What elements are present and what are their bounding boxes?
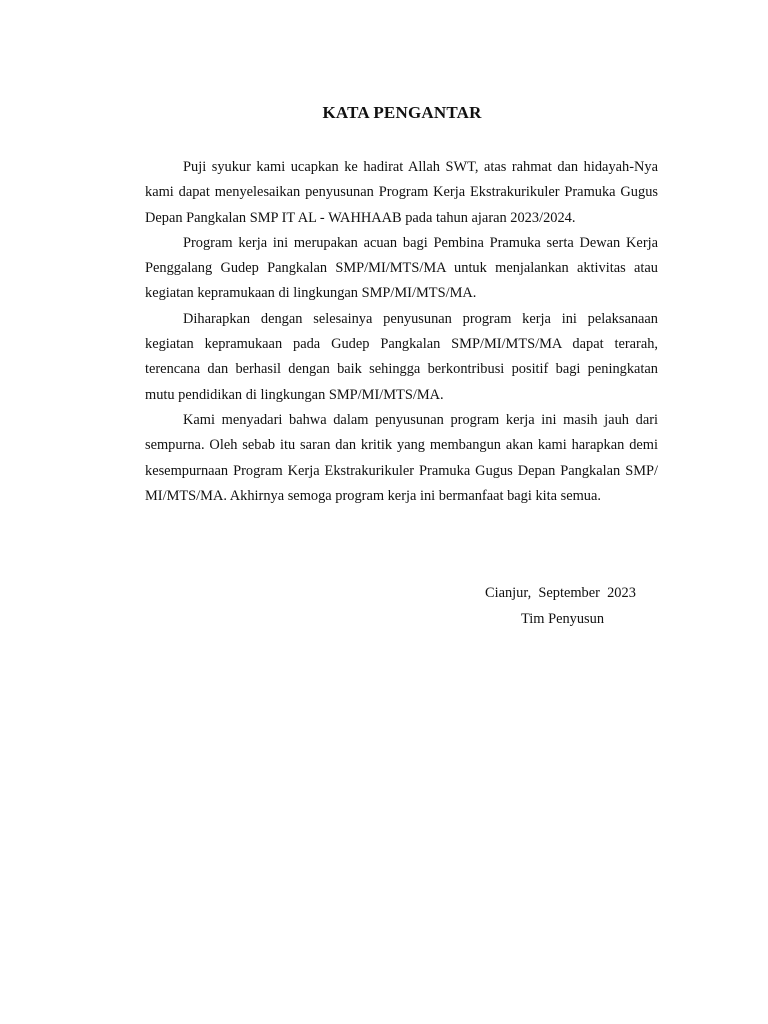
closing-place-date: Cianjur, September 2023 — [485, 585, 636, 601]
page-title: KATA PENGANTAR — [322, 103, 482, 122]
paragraph-1: Puji syukur kami ucapkan ke hadirat Allah SWT, atas rahmat dan hidayah-Nya kami dapat menyelesaikan penyusunan Program Kerja Ekstrakurikuler Pramuka Gugus Depan Pangkalan SMP IT AL - WAHHAAB pada tahun ajaran 2023/2024. — [145, 159, 658, 226]
paragraph-3: Diharapkan dengan selesainya penyusunan program kerja ini pelaksanaan kegiatan kepramukaan pada Gudep Pangkalan SMP/MI/MTS/MA dapat terarah, terencana dan berhasil dengan baik sehingga berkontribusi positif bagi peningkatan mutu pendidikan di lingkungan SMP/MI/MTS/MA. — [145, 310, 658, 403]
paragraph-2: Program kerja ini merupakan acuan bagi Pembina Pramuka serta Dewan Kerja Penggalang Gudep Pangkalan SMP/MI/MTS/MA untuk menjalankan aktivitas atau kegiatan kepramukaan di lingkungan SMP/MI/MTS/MA. — [145, 234, 658, 302]
body-text — [145, 155, 658, 509]
paragraph-4: Kami menyadari bahwa dalam penyusunan program kerja ini masih jauh dari sempurna. Oleh sebab itu saran dan kritik yang membangun akan kami harapkan demi kesempurnaan Program Kerja Ekstrakurikuler Pramuka Gugus Depan Pangkalan SMP/ MI/MTS/MA. Akhirnya semoga program kerja ini bermanfaat bagi kita semua. — [145, 411, 658, 504]
closing-signatory: Tim Penyusun — [521, 611, 605, 627]
